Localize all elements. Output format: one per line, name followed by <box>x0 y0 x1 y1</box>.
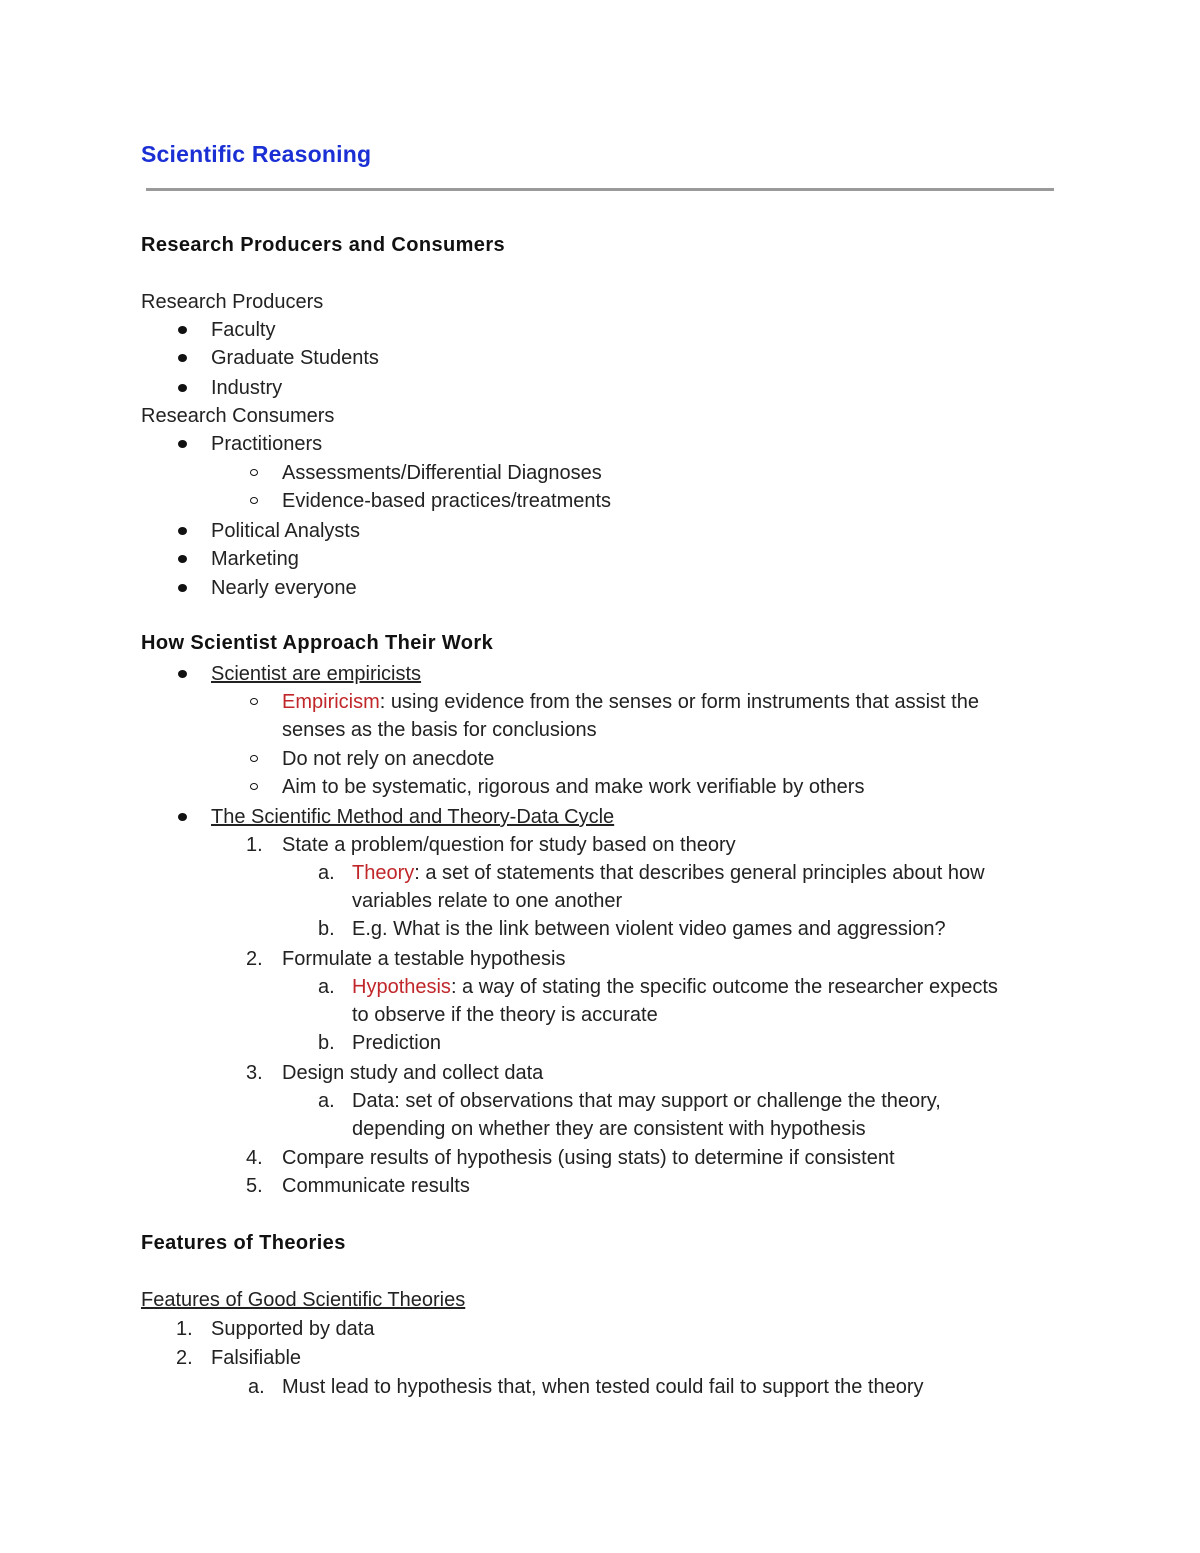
list-item-evidence-based: Evidence-based practices/treatments <box>282 490 612 512</box>
step-number: 2. <box>246 948 263 970</box>
hypothesis-def-line2: to observe if the theory is accurate <box>352 1004 658 1026</box>
sub-letter: a. <box>318 976 335 998</box>
falsifiable-detail: Must lead to hypothesis that, when tested could fail to support the theory <box>282 1376 924 1398</box>
section-heading-producers-consumers: Research Producers and Consumers <box>141 234 506 256</box>
empiricism-def-line2: senses as the basis for conclusions <box>282 719 597 741</box>
sub-letter: a. <box>318 862 335 884</box>
sub-letter: b. <box>318 918 335 940</box>
empiricism-definition <box>282 688 979 716</box>
list-item-nearly-everyone: Nearly everyone <box>211 577 357 599</box>
bullet-icon <box>178 555 187 563</box>
list-item-graduate-students: Graduate Students <box>211 347 379 369</box>
list-item-industry: Industry <box>211 377 283 399</box>
step-5-text: Communicate results <box>282 1175 470 1197</box>
bullet-icon <box>178 527 187 535</box>
item-number: 1. <box>176 1318 193 1340</box>
bullet-icon <box>178 670 187 678</box>
empiricism-term: Empiricism <box>282 691 380 713</box>
step-2-text: Formulate a testable hypothesis <box>282 948 566 970</box>
empiricists-label: Scientist are empiricists <box>211 663 422 685</box>
horizontal-rule <box>146 188 1054 191</box>
step-number: 1. <box>246 834 263 856</box>
step-number: 5. <box>246 1175 263 1197</box>
step-1-text: State a problem/question for study based on theory <box>282 834 736 856</box>
bullet-icon <box>178 384 187 392</box>
theory-def-line2: variables relate to one another <box>352 890 623 912</box>
list-item-systematic: Aim to be systematic, rigorous and make work verifiable by others <box>282 776 865 798</box>
empiricism-def-line1: : using evidence from the senses or form instruments that assist the <box>379 691 979 713</box>
step-number: 4. <box>246 1147 263 1169</box>
list-item-political-analysts: Political Analysts <box>211 520 360 542</box>
item-number: 2. <box>176 1347 193 1369</box>
data-def-line1: Data: set of observations that may support or challenge the theory, <box>352 1090 941 1112</box>
hypothesis-definition <box>352 973 998 1001</box>
bullet-icon <box>178 584 187 592</box>
theory-def-line1: : a set of statements that describes general principles about how <box>414 862 985 884</box>
hollow-bullet-icon <box>250 497 258 504</box>
step-2-prediction: Prediction <box>352 1032 441 1054</box>
document-title: Scientific Reasoning <box>141 141 372 167</box>
hollow-bullet-icon <box>250 783 258 790</box>
data-def-line2: depending on whether they are consistent with hypothesis <box>352 1118 866 1140</box>
hollow-bullet-icon <box>250 469 258 476</box>
bullet-icon <box>178 440 187 448</box>
hollow-bullet-icon <box>250 755 258 762</box>
good-theories-label: Features of Good Scientific Theories <box>141 1289 466 1311</box>
hypothesis-def-line1: : a way of stating the specific outcome the researcher expects <box>450 976 998 998</box>
list-item-faculty: Faculty <box>211 319 276 341</box>
sub-letter: b. <box>318 1032 335 1054</box>
sub-letter: a. <box>318 1090 335 1112</box>
consumers-label: Research Consumers <box>141 405 335 427</box>
step-4-text: Compare results of hypothesis (using stats) to determine if consistent <box>282 1147 895 1169</box>
step-number: 3. <box>246 1062 263 1084</box>
producers-label: Research Producers <box>141 291 324 313</box>
list-item-marketing: Marketing <box>211 548 299 570</box>
hypothesis-term: Hypothesis <box>352 976 451 998</box>
theory-term: Theory <box>352 862 415 884</box>
hollow-bullet-icon <box>250 698 258 705</box>
list-item-assessments: Assessments/Differential Diagnoses <box>282 462 602 484</box>
section-heading-approach: How Scientist Approach Their Work <box>141 632 494 654</box>
step-1-example: E.g. What is the link between violent video games and aggression? <box>352 918 946 940</box>
feature-falsifiable: Falsifiable <box>211 1347 302 1369</box>
feature-supported-by-data: Supported by data <box>211 1318 375 1340</box>
bullet-icon <box>178 813 187 821</box>
step-3-text: Design study and collect data <box>282 1062 544 1084</box>
list-item-practitioners: Practitioners <box>211 433 323 455</box>
sub-letter: a. <box>248 1376 265 1398</box>
bullet-icon <box>178 326 187 334</box>
method-label: The Scientific Method and Theory-Data Cycle <box>211 806 615 828</box>
theory-definition <box>352 859 985 887</box>
bullet-icon <box>178 354 187 362</box>
list-item-no-anecdote: Do not rely on anecdote <box>282 748 495 770</box>
section-heading-features: Features of Theories <box>141 1232 346 1254</box>
